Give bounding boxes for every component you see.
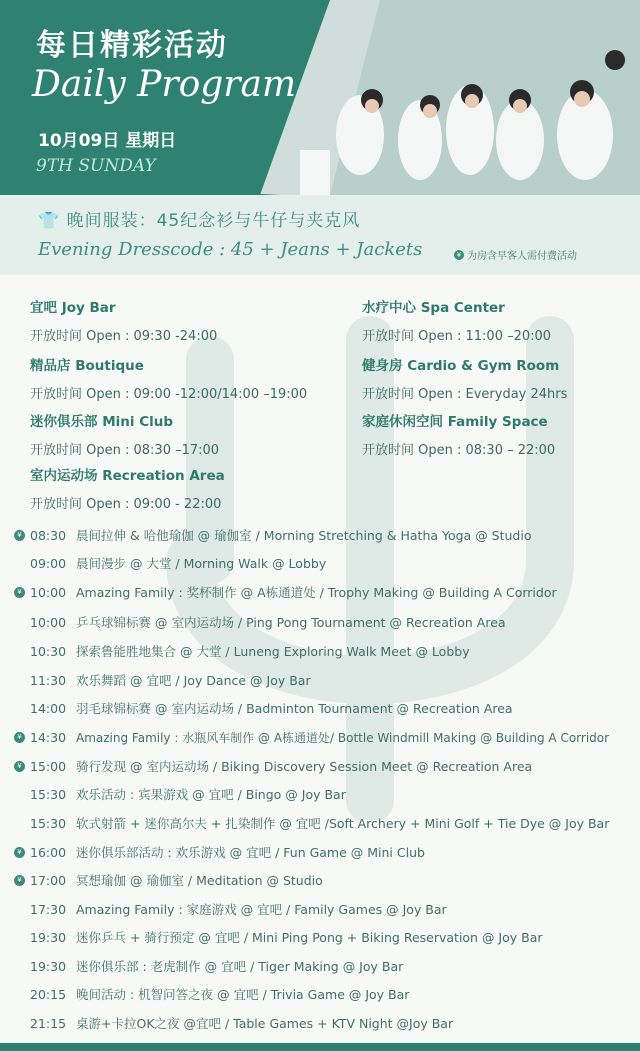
footer-bar xyxy=(0,1043,640,1051)
date-en: 9TH SUNDAY xyxy=(36,156,156,176)
date-cn: 10月09日 星期日 xyxy=(38,131,177,151)
page-title-en: Daily Program xyxy=(32,64,297,105)
paid-badge-icon: ¥ xyxy=(14,530,25,541)
venue-spa-center: 水疗中心 Spa Center 开放时间 Open : 11:00 –20:00 xyxy=(362,300,552,344)
paid-activity-note: ¥ 为房含早客人需付费活动 xyxy=(454,247,577,262)
paid-badge-icon: ¥ xyxy=(14,732,25,743)
venue-boutique: 精品店 Boutique 开放时间 Open : 09:00 -12:00/14:00 –19:00 xyxy=(30,358,308,402)
paid-badge-icon: ¥ xyxy=(14,587,25,598)
paid-badge-icon: ¥ xyxy=(454,250,464,260)
paid-badge-icon: ¥ xyxy=(14,847,25,858)
venue-joy-bar: 宜吧 Joy Bar 开放时间 Open : 09:30 -24:00 xyxy=(30,300,218,344)
venue-family-space: 家庭休闲空间 Family Space 开放时间 Open : 08:30 – 22:00 xyxy=(362,414,556,458)
shirt-icon: 👕 xyxy=(38,211,61,231)
venue-mini-club: 迷你俱乐部 Mini Club 开放时间 Open : 08:30 –17:00 xyxy=(30,414,220,458)
venue-gym: 健身房 Cardio & Gym Room 开放时间 Open : Everyday 24hrs xyxy=(362,358,568,402)
page-title-cn: 每日精彩活动 xyxy=(36,28,228,63)
header-banner xyxy=(0,0,640,195)
dresscode-en: Evening Dresscode : 45 + Jeans + Jackets xyxy=(38,239,423,260)
paid-badge-icon: ¥ xyxy=(14,875,25,886)
venue-recreation-area: 室内运动场 Recreation Area 开放时间 Open : 09:00 - 22:00 xyxy=(30,468,225,512)
paid-badge-icon: ¥ xyxy=(14,761,25,772)
dresscode-cn: 👕 晚间服装：45纪念衫与牛仔与夹克风 xyxy=(38,211,361,231)
